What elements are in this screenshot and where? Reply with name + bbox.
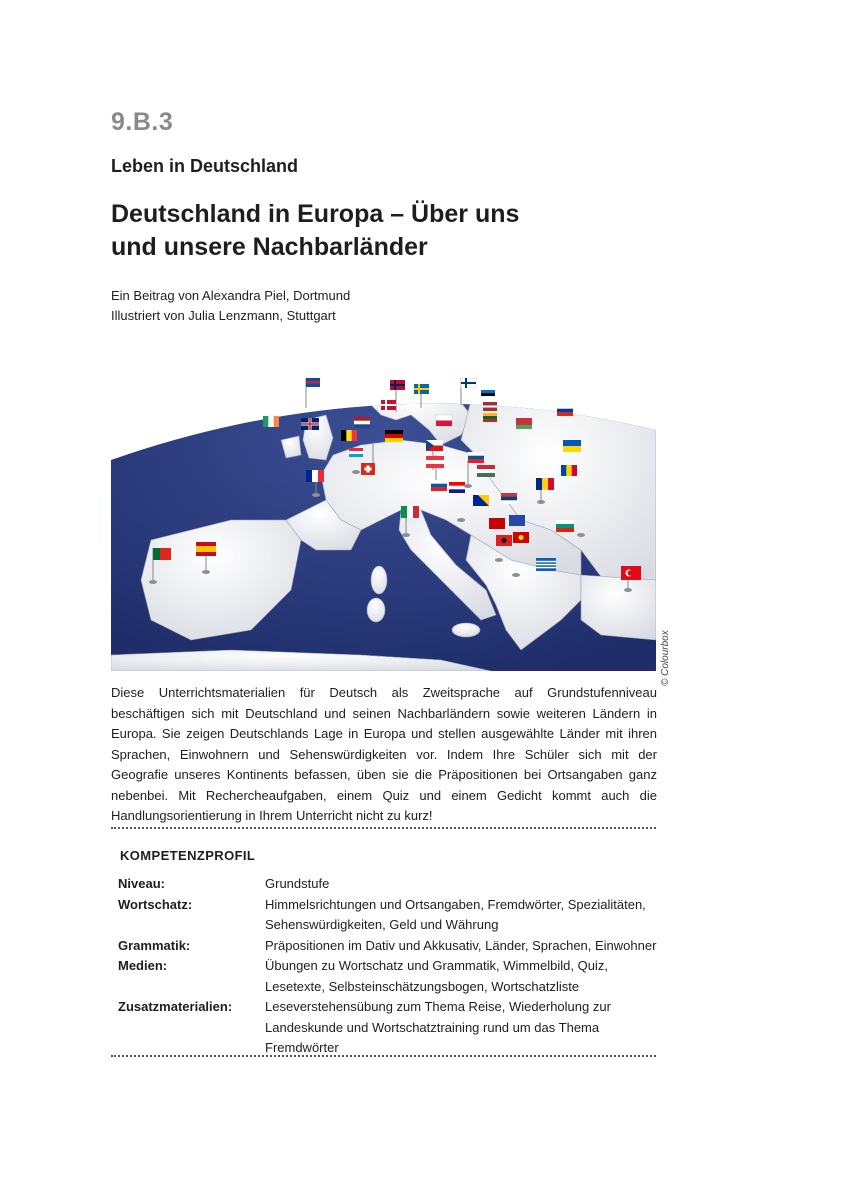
title-line-2: und unsere Nachbarländer bbox=[111, 233, 428, 261]
profile-label: Wortschatz: bbox=[118, 896, 193, 912]
section-code: 9.B.3 bbox=[111, 108, 174, 136]
credits bbox=[111, 286, 350, 326]
photo-credit bbox=[660, 630, 674, 756]
series-title: Leben in Deutschland bbox=[111, 156, 299, 176]
profile-row-zusatzmaterialien bbox=[118, 997, 658, 1059]
profile-value: Präpositionen im Dativ und Akkusativ, Länder, Sprachen, Einwohner bbox=[265, 937, 657, 953]
divider-top bbox=[111, 827, 656, 829]
profile-label: Medien: bbox=[118, 958, 168, 973]
divider-bottom bbox=[111, 1055, 656, 1057]
competence-profile bbox=[118, 874, 658, 1059]
profile-label: Grammatik: bbox=[118, 937, 191, 953]
profile-label: Zusatzmaterialien: bbox=[118, 999, 233, 1014]
photo-credit-text: © Colourbox bbox=[660, 630, 671, 686]
title-line-1: Deutschland in Europa – Über uns bbox=[111, 200, 520, 228]
profile-value: Himmelsrichtungen und Ortsangaben, Fremdwörter, Spezialitäten, Sehenswürdigkeiten, Geld und Währung bbox=[265, 896, 646, 932]
illustrator-credit: Illustriert von Julia Lenzmann, Stuttgart bbox=[111, 308, 336, 323]
profile-row-niveau bbox=[118, 874, 658, 895]
profile-value: Übungen zu Wortschatz und Grammatik, Wimmelbild, Quiz, Lesetexte, Selbsteinschätzungsbogen, Wortschatzliste bbox=[265, 958, 608, 994]
profile-value: Leseverstehensübung zum Thema Reise, Wiederholung zur Landeskunde und Wortschatztraining rund um das Thema Fremdwörter bbox=[265, 999, 611, 1055]
page-title bbox=[111, 198, 671, 264]
author-credit: Ein Beitrag von Alexandra Piel, Dortmund bbox=[111, 288, 351, 303]
profile-heading: KOMPETENZPROFIL bbox=[120, 848, 256, 863]
europe-map-image bbox=[111, 360, 656, 671]
intro-paragraph: Diese Unterrichtsmaterialien für Deutsch als Zweitsprache auf Grundstufenniveau beschäftigen sich mit Deutschland und seinen Nachbarländern sowie weiteren Ländern in Europa. Sie zeigen Deutschlands Lage in Europa und stellen ausgewählte Länder mit ihren Sprachen, Einwohnern und Sehenswürdigkeiten vor. Indem Ihre Schüler sich mit der Geografie unseres Kontinents befassen, üben sie die Präpositionen bei Ortsangaben ganz nebenbei. Mit Rechercheaufgaben, einem Quiz und einem Gedicht kommt auch die Handlungsorientierung in Ihrem Unterricht nicht zu kurz! bbox=[111, 685, 657, 823]
profile-label: Niveau: bbox=[118, 876, 165, 891]
profile-row-wortschatz bbox=[118, 895, 658, 936]
profile-value: Grundstufe bbox=[265, 876, 330, 891]
profile-row-grammatik bbox=[118, 936, 658, 957]
profile-row-medien bbox=[118, 956, 658, 997]
